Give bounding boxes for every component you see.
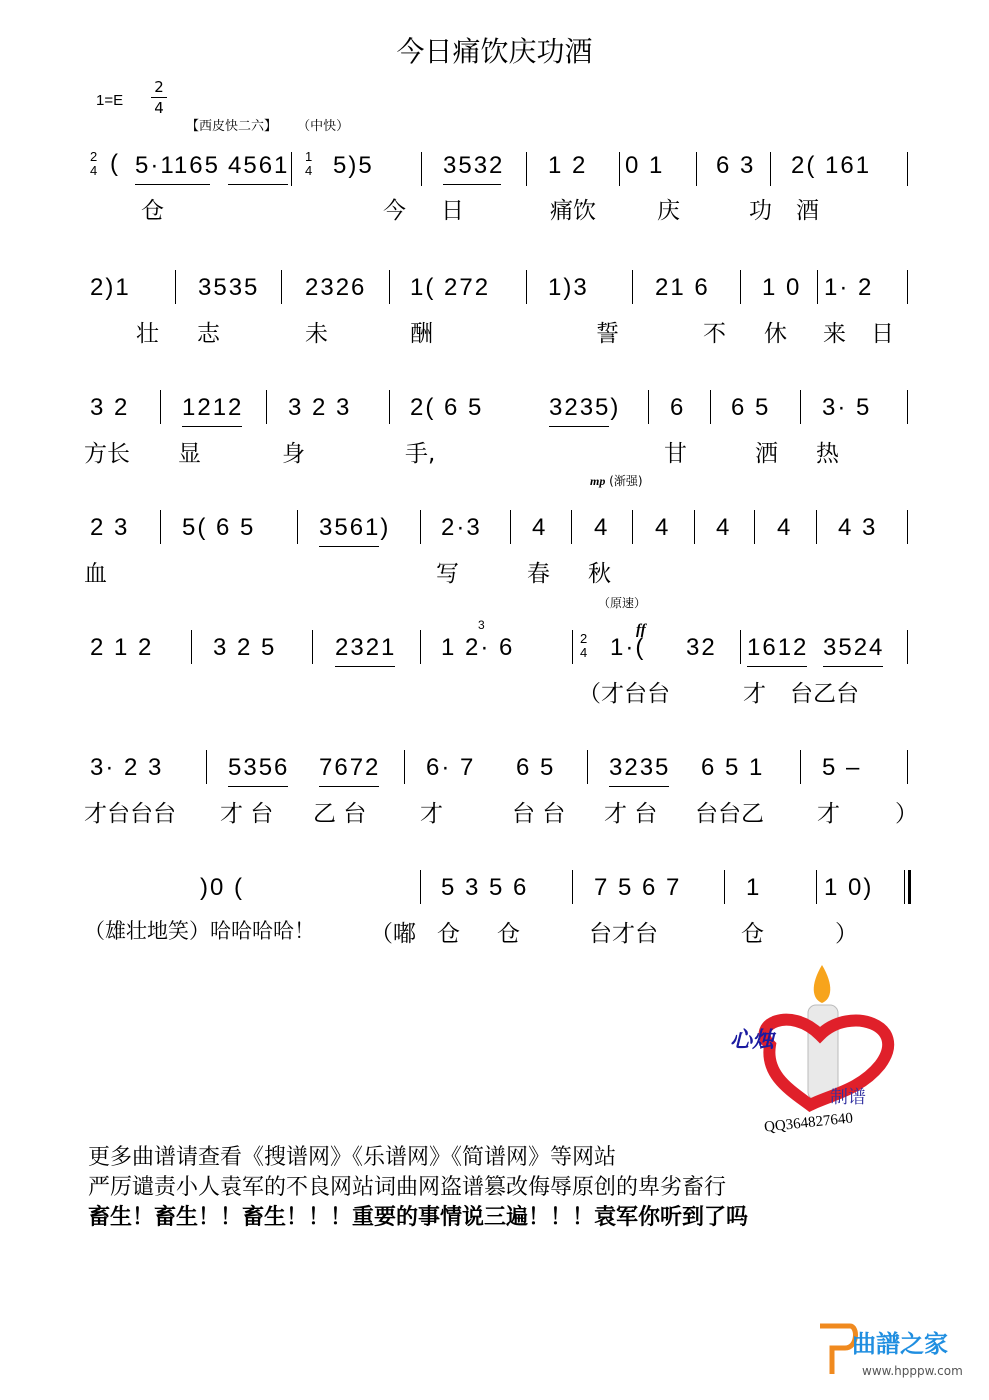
lyric: 才 台 <box>220 801 274 827</box>
barline <box>420 630 421 664</box>
tempo-annotation: （原速） <box>598 596 647 610</box>
banqiang-text: 【西皮快二六】 <box>186 119 278 134</box>
measure-note: 6 3 <box>716 152 756 179</box>
measure-note: 3532 <box>443 152 505 179</box>
barline <box>160 390 161 424</box>
row1-timesig2: 1 4 <box>305 149 315 178</box>
measure-note: 32 <box>686 634 717 661</box>
underline <box>609 786 669 787</box>
banqiang-label <box>186 115 349 134</box>
measure-note: 5 – <box>822 754 862 781</box>
barline <box>266 390 267 424</box>
measure-note: 3524 <box>823 634 885 661</box>
measure-note: 3561) <box>319 514 391 541</box>
measure-note: 2( 161 <box>791 152 872 179</box>
lyric: 手, <box>405 441 436 467</box>
underline <box>443 184 501 185</box>
lyric: 方长 <box>84 441 130 467</box>
measure-note: 4 <box>594 514 610 541</box>
barline <box>632 270 633 304</box>
barline <box>907 510 908 544</box>
score-row-3 <box>0 380 989 467</box>
measure-note: 1 <box>746 874 762 901</box>
measure-note: 7672 <box>319 754 381 781</box>
dynamics-annotation <box>590 472 643 489</box>
measure-note: 6 5 <box>516 754 556 781</box>
barline <box>817 270 818 304</box>
lyric: 酬 <box>410 321 433 347</box>
score-row-5 <box>0 618 989 707</box>
lyric: ） <box>835 921 858 947</box>
measure-note: 3 2 3 <box>288 394 352 421</box>
key-signature: 1=E <box>96 92 124 109</box>
barline <box>526 270 527 304</box>
barline <box>696 152 697 186</box>
measure-note: 3535 <box>198 274 260 301</box>
barline <box>420 510 421 544</box>
footer-line-1: 更多曲谱请查看《搜谱网》《乐谱网》《简谱网》等网站 <box>88 1145 617 1170</box>
time-signature <box>151 78 167 117</box>
measure-note: 4561 <box>228 152 290 179</box>
barline <box>510 510 511 544</box>
lyric: 秋 <box>588 561 611 587</box>
lyric: 志 <box>197 321 220 347</box>
lyric: 日 <box>441 198 464 224</box>
underline <box>319 786 379 787</box>
lyric: （才台台 <box>578 681 670 707</box>
measure-note: 5( 6 5 <box>182 514 256 541</box>
barline <box>740 270 741 304</box>
measure-note: 1)3 <box>548 274 589 301</box>
measure-note: 6 5 1 <box>701 754 765 781</box>
lyric: 写 <box>436 561 459 587</box>
measure-note: 5)5 <box>333 152 374 179</box>
barline <box>740 630 741 664</box>
barline <box>160 510 161 544</box>
lyric: 台乙台 <box>790 681 859 707</box>
measure-note: 6· 7 <box>426 754 476 781</box>
dynamic-mark: mp <box>590 474 606 488</box>
barline <box>907 630 908 664</box>
measure-note: 3 2 <box>90 394 130 421</box>
measure-note: 4 <box>777 514 793 541</box>
measure-note: 0 1 <box>625 152 665 179</box>
measure-note: 5 3 5 6 <box>441 874 529 901</box>
barline <box>907 152 908 186</box>
barline <box>389 390 390 424</box>
lyric: 台才台 <box>589 921 658 947</box>
barline <box>389 270 390 304</box>
lyric: 今 <box>383 198 406 224</box>
barline <box>526 152 527 186</box>
logo-subtitle: 制谱 <box>830 1087 866 1108</box>
lyric: 才 <box>743 681 766 707</box>
footer-line-2: 严厉谴责小人袁军的不良网站词曲网盗谱篡改侮辱原创的卑劣畜行 <box>88 1175 727 1200</box>
measure-note: 2326 <box>305 274 367 301</box>
lyric: 休 <box>764 321 787 347</box>
lyric: 誓 <box>596 321 619 347</box>
measure-note: 2)1 <box>90 274 131 301</box>
barline <box>907 270 908 304</box>
lyric: 来 <box>823 321 846 347</box>
barline <box>291 152 292 186</box>
logo-qq: QQ364827640 <box>763 1110 854 1136</box>
score-row-7 <box>0 860 989 947</box>
underline <box>228 786 288 787</box>
barline <box>907 750 908 784</box>
barline <box>587 750 588 784</box>
barline <box>648 390 649 424</box>
lyric: 不 <box>703 321 726 347</box>
lyric: 显 <box>178 441 201 467</box>
barline <box>191 630 192 664</box>
barline <box>694 510 695 544</box>
measure-note: 1( 272 <box>410 274 491 301</box>
lyric: 乙 台 <box>313 801 367 827</box>
lyric: 才台台台 <box>84 801 176 827</box>
measure-note: 2( 6 5 <box>410 394 484 421</box>
dynamic-mark: ff <box>636 622 646 638</box>
measure-note: 2·3 <box>441 514 482 541</box>
measure-note: 21 6 <box>655 274 710 301</box>
barline <box>420 870 421 904</box>
barline <box>907 390 908 424</box>
measure-note: 1212 <box>182 394 244 421</box>
score-row-6 <box>0 740 989 827</box>
lyric: 春 <box>527 561 550 587</box>
footer-line-3: 畜生！畜生！！畜生！！！重要的事情说三遍！！！袁军你听到了吗 <box>88 1205 749 1230</box>
lyric: 日 <box>871 321 894 347</box>
measure-note: )0 ( <box>200 874 244 901</box>
lyric: 身 <box>282 441 305 467</box>
measure-note: 6 5 <box>731 394 771 421</box>
measure-note: 4 <box>655 514 671 541</box>
crescendo-text: (渐强) <box>609 474 643 488</box>
measure-note: 5356 <box>228 754 290 781</box>
underline <box>228 184 288 185</box>
barline <box>904 870 905 904</box>
barline <box>754 510 755 544</box>
measure-note: 1 2· 6 <box>441 634 515 661</box>
measure-note: 2 3 <box>90 514 130 541</box>
barline <box>724 870 725 904</box>
brand-name: 曲譜之家 <box>852 1330 948 1358</box>
row1-paren: ( <box>110 150 120 177</box>
measure-note: 4 <box>716 514 732 541</box>
lyric: 台 台 <box>512 801 566 827</box>
measure-note: 3235 <box>609 754 671 781</box>
barline <box>710 390 711 424</box>
lyric: 才 <box>817 801 840 827</box>
barline <box>572 630 573 664</box>
barline <box>175 270 176 304</box>
measure-note: 4 <box>532 514 548 541</box>
measure-note: 2321 <box>335 634 397 661</box>
lyric: 痛饮 <box>550 198 596 224</box>
barline <box>816 870 817 904</box>
barline <box>571 510 572 544</box>
measure-note: 1612 <box>747 634 809 661</box>
measure-note: 7 5 6 7 <box>594 874 682 901</box>
lyric: 功 <box>749 198 772 224</box>
barline <box>312 630 313 664</box>
lyric: 才 台 <box>604 801 658 827</box>
score-row-4 <box>0 500 989 587</box>
measure-note: 1·( <box>610 634 646 661</box>
lyric: 仓 <box>141 198 164 224</box>
score-row-1 <box>0 140 989 224</box>
lyric: 庆 <box>657 198 680 224</box>
lyric: （嘟 <box>370 921 416 947</box>
barline <box>632 510 633 544</box>
lyric: 热 <box>816 441 839 467</box>
measure-note: 1 0 <box>762 274 802 301</box>
row1-timesig: 2 4 <box>90 149 100 178</box>
underline <box>135 184 210 185</box>
lyric: 才 <box>420 801 443 827</box>
lyric: 台台乙 <box>695 801 764 827</box>
row5-timesig: 2 4 <box>580 631 590 660</box>
lyric: 仓 <box>437 921 460 947</box>
barline <box>800 390 801 424</box>
barline <box>800 750 801 784</box>
measure-note: 3235) <box>549 394 621 421</box>
score-row-2 <box>0 260 989 347</box>
measure-note: 1 2 <box>548 152 588 179</box>
measure-note: 1 0) <box>824 874 874 901</box>
underline <box>823 666 883 667</box>
time-sig-top: 2 <box>154 78 164 96</box>
arranger-logo <box>730 965 920 1136</box>
barline <box>572 870 573 904</box>
barline <box>404 750 405 784</box>
measure-note: 6 <box>670 394 686 421</box>
measure-note: 4 3 <box>838 514 878 541</box>
lyric: （雄壮地笑）哈哈哈哈！ <box>84 919 315 943</box>
barline <box>619 152 620 186</box>
lyric: 血 <box>84 561 107 587</box>
lyric: 仓 <box>497 921 520 947</box>
lyric: ） <box>895 801 918 827</box>
score-title: 今日痛饮庆功酒 <box>396 35 593 68</box>
underline <box>747 666 807 667</box>
measure-note: 5·1165 <box>135 152 220 179</box>
time-sig-line <box>151 97 167 98</box>
barline <box>281 270 282 304</box>
lyric: 酒 <box>796 198 819 224</box>
measure-note: 3· 5 <box>822 394 872 421</box>
barline <box>770 152 771 186</box>
lyric: 壮 <box>136 321 159 347</box>
tempo-text: （中快） <box>297 119 350 134</box>
measure-note: 1· 2 <box>824 274 874 301</box>
lyric: 洒 <box>755 441 778 467</box>
final-barline <box>908 870 911 904</box>
measure-note: 3 2 5 <box>213 634 277 661</box>
underline <box>549 426 609 427</box>
lyric: 未 <box>305 321 328 347</box>
lyric: 甘 <box>664 441 687 467</box>
barline <box>421 152 422 186</box>
underline <box>335 666 395 667</box>
time-sig-bottom: 4 <box>154 99 164 117</box>
grace-note: 3 <box>478 618 487 632</box>
brand-watermark <box>800 1318 985 1388</box>
lyric: 仓 <box>741 921 764 947</box>
brand-url: www.hpppw.com <box>862 1364 963 1378</box>
measure-note: 3· 2 3 <box>90 754 164 781</box>
barline <box>206 750 207 784</box>
underline <box>182 426 242 427</box>
barline <box>297 510 298 544</box>
barline <box>816 510 817 544</box>
underline <box>319 546 379 547</box>
logo-text: 心烛 <box>730 1028 775 1053</box>
measure-note: 2 1 2 <box>90 634 154 661</box>
